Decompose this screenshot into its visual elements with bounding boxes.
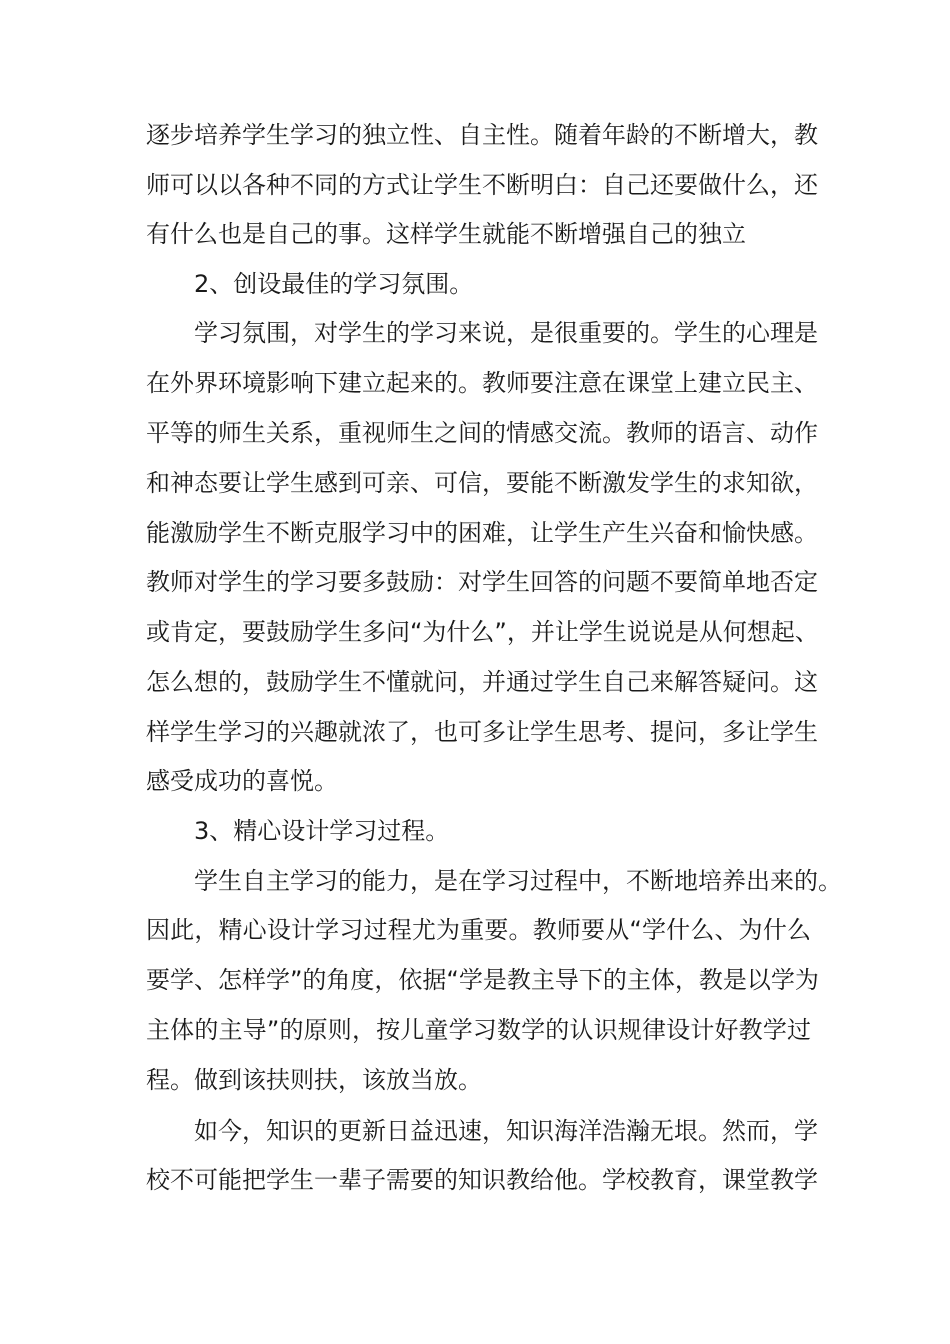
- text-line: 平等的师生关系，重视师生之间的情感交流。教师的语言、动作: [146, 419, 818, 447]
- text-line: 学生自主学习的能力，是在学习过程中，不断地培养出来的。: [194, 867, 842, 895]
- text-line: 师可以以各种不同的方式让学生不断明白：自己还要做什么，还: [146, 171, 818, 199]
- text-line: 和神态要让学生感到可亲、可信，要能不断激发学生的求知欲，: [146, 469, 818, 497]
- text-line: 在外界环境影响下建立起来的。教师要注意在课堂上建立民主、: [146, 369, 818, 397]
- text-line: 样学生学习的兴趣就浓了，也可多让学生思考、提问，多让学生: [146, 718, 818, 746]
- text-line: 或肯定，要鼓励学生多问“为什么”，并让学生说说是从何想起、: [146, 618, 819, 646]
- text-line: 怎么想的，鼓励学生不懂就问，并通过学生自己来解答疑问。这: [146, 668, 818, 696]
- text-line: 学习氛围，对学生的学习来说，是很重要的。学生的心理是: [194, 319, 818, 347]
- text-line: 有什么也是自己的事。这样学生就能不断增强自己的独立: [146, 220, 746, 248]
- text-line: 能激励学生不断克服学习中的困难，让学生产生兴奋和愉快感。: [146, 519, 818, 547]
- text-line: 逐步培养学生学习的独立性、自主性。随着年龄的不断增大，教: [146, 121, 818, 149]
- text-line: 程。做到该扶则扶，该放当放。: [146, 1066, 482, 1094]
- text-line: 校不可能把学生一辈子需要的知识教给他。学校教育，课堂教学: [146, 1166, 818, 1194]
- text-line: 因此，精心设计学习过程尤为重要。教师要从“学什么、为什么: [146, 916, 811, 944]
- section-heading: 2、创设最佳的学习氛围。: [194, 270, 474, 298]
- section-heading: 3、精心设计学习过程。: [194, 817, 450, 845]
- text-line: 主体的主导”的原则，按儿童学习数学的认识规律设计好教学过: [146, 1016, 811, 1044]
- text-line: 感受成功的喜悦。: [146, 767, 338, 795]
- text-line: 如今，知识的更新日益迅速，知识海洋浩瀚无垠。然而，学: [194, 1117, 818, 1145]
- text-line: 要学、怎样学”的角度，依据“学是教主导下的主体，教是以学为: [146, 966, 819, 994]
- text-line: 教师对学生的学习要多鼓励：对学生回答的问题不要简单地否定: [146, 568, 818, 596]
